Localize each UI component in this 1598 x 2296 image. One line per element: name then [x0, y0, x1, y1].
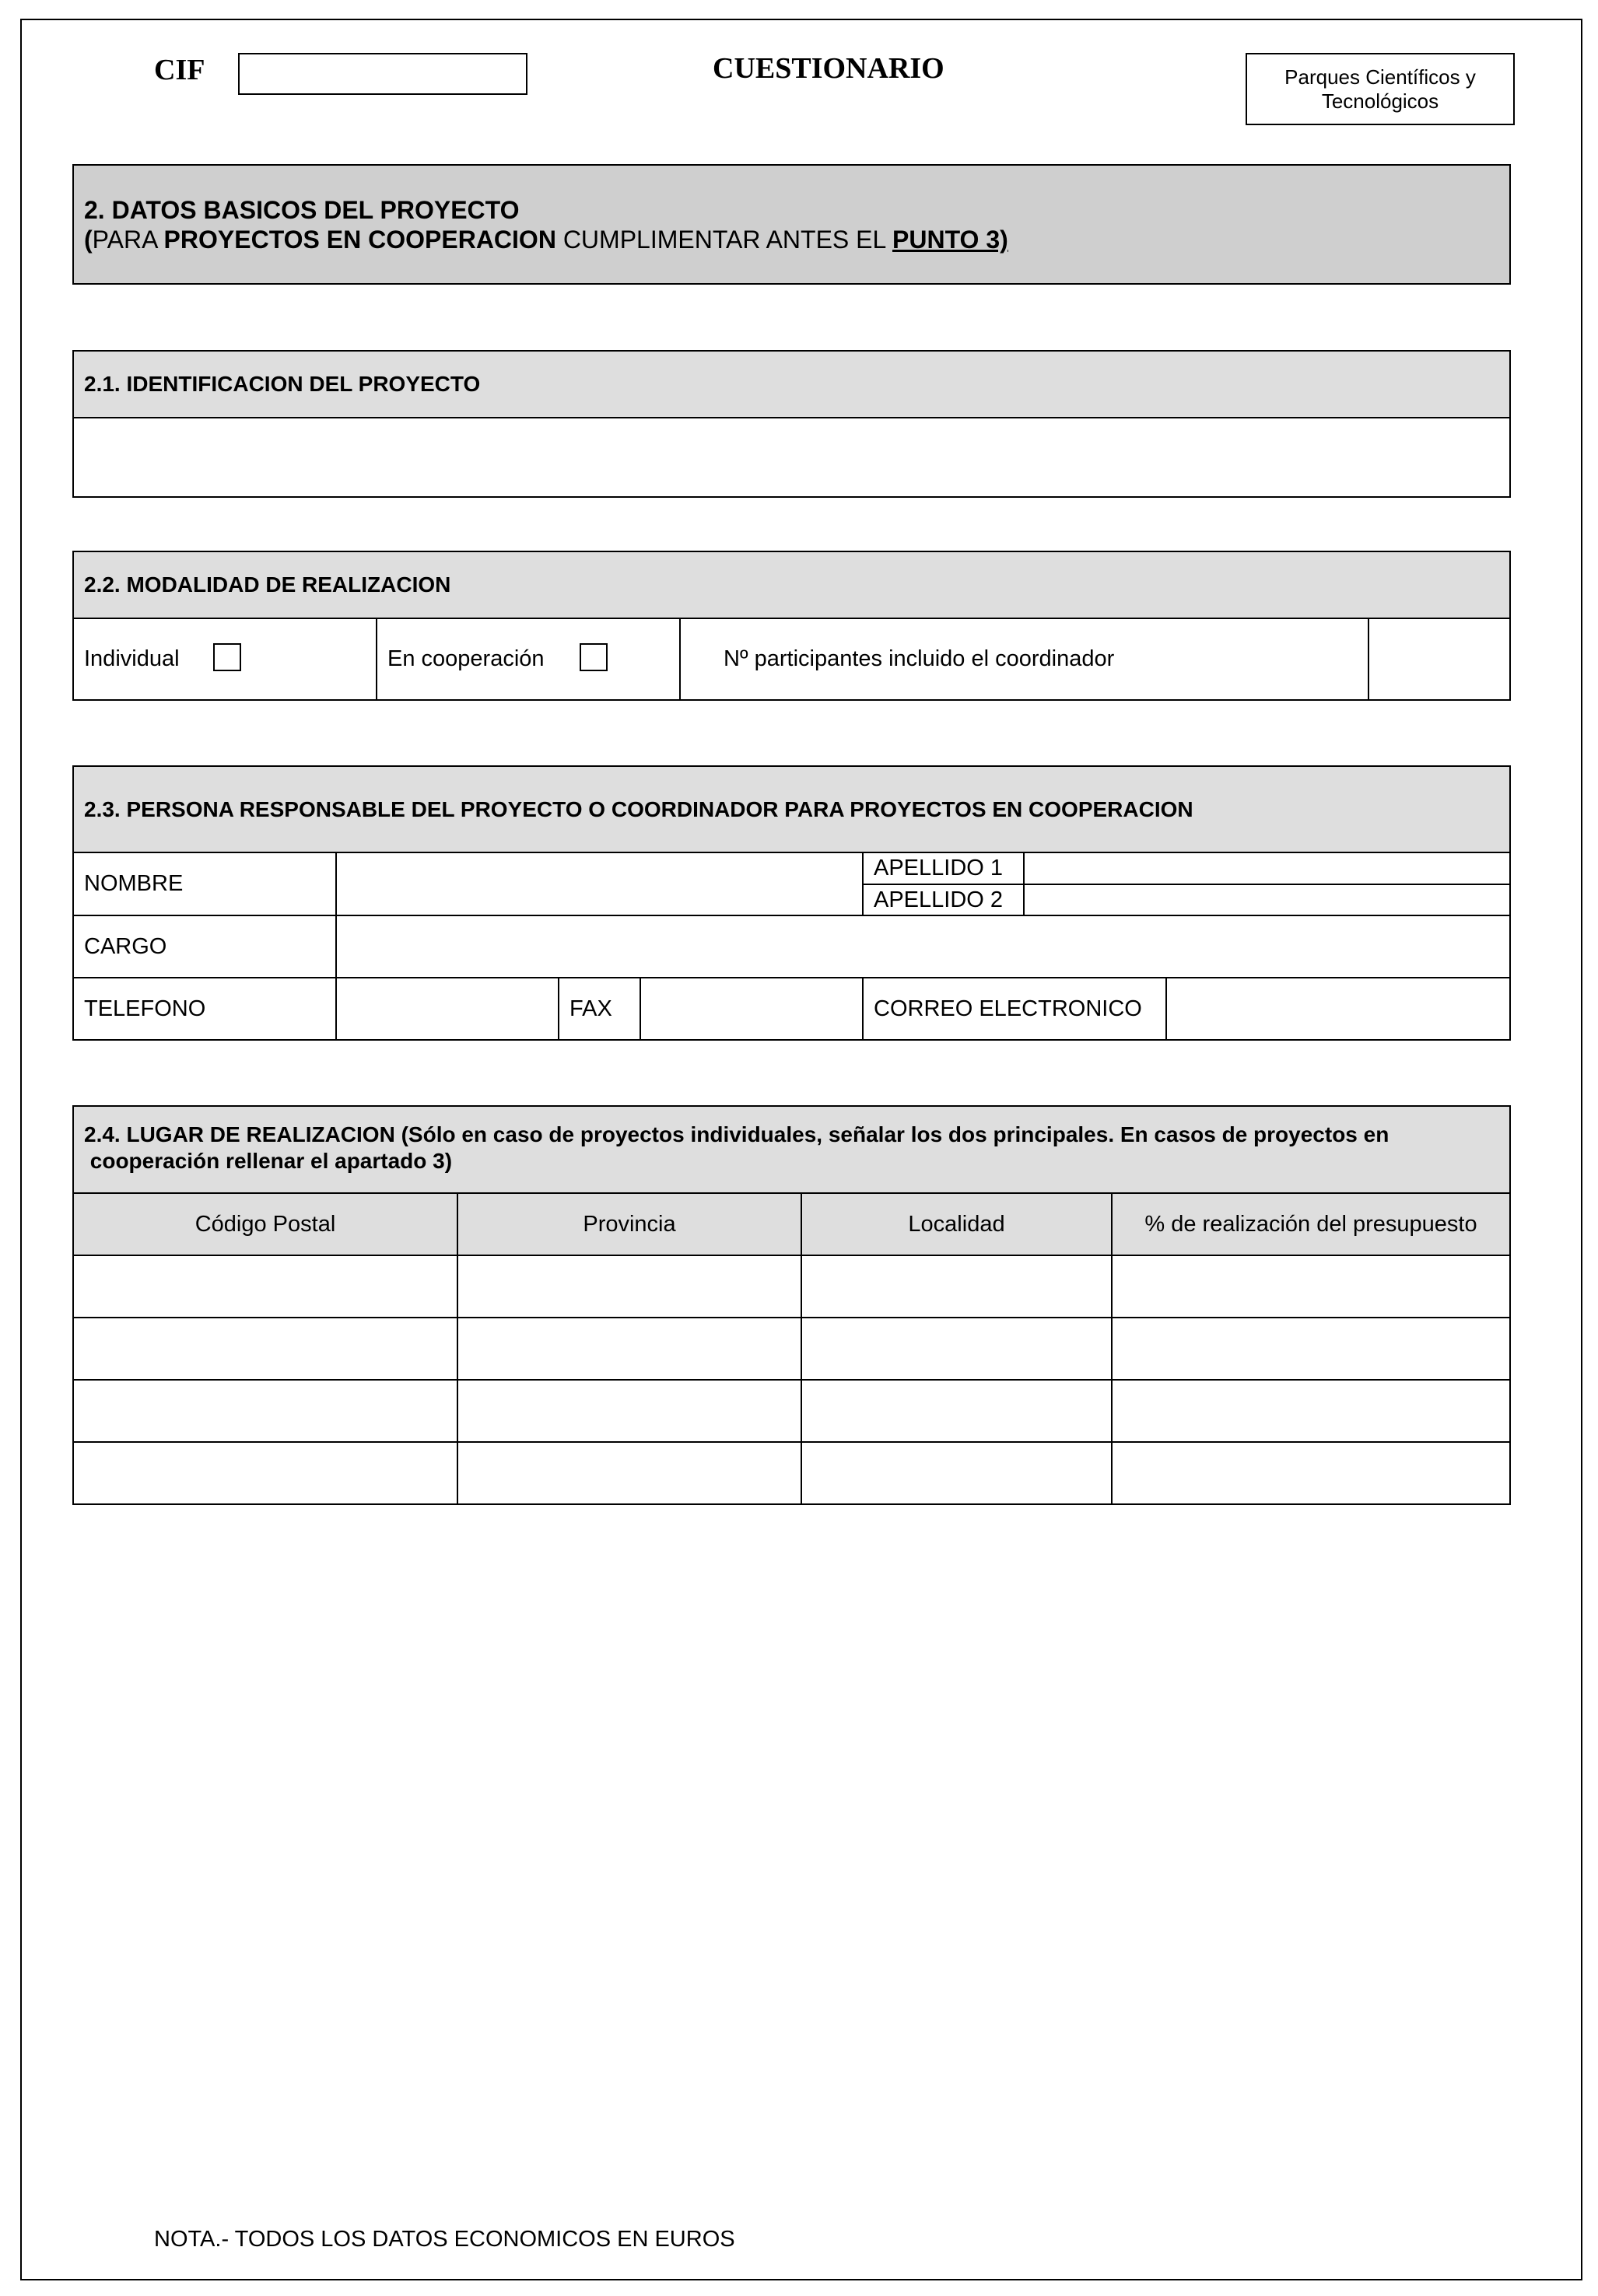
participants-count-input[interactable]: [1368, 618, 1511, 701]
nombre-input[interactable]: [335, 852, 864, 916]
section-2-middle-text: CUMPLIMENTAR ANTES EL: [555, 226, 892, 254]
table-cell-porcentaje[interactable]: [1111, 1379, 1511, 1443]
section-2-cooperation-note: PROYECTOS EN COOPERACION: [163, 226, 556, 254]
table-cell-codigo-postal[interactable]: [72, 1255, 458, 1318]
individual-checkbox[interactable]: [213, 643, 241, 671]
section-2-punto-link: PUNTO 3): [892, 226, 1008, 254]
correo-label: CORREO ELECTRONICO: [862, 977, 1167, 1041]
table-cell-localidad[interactable]: [801, 1317, 1113, 1381]
apellido-2-label: APELLIDO 2: [862, 884, 1025, 916]
table-cell-porcentaje[interactable]: [1111, 1317, 1511, 1381]
section-2-para: PARA: [92, 226, 164, 254]
document-title: CUESTIONARIO: [713, 52, 944, 85]
apellido-1-label: APELLIDO 1: [862, 852, 1025, 885]
table-cell-codigo-postal[interactable]: [72, 1379, 458, 1443]
section-2-3-header: 2.3. PERSONA RESPONSABLE DEL PROYECTO O COORDINADOR PARA PROYECTOS EN COOPERACION: [72, 765, 1511, 853]
telefono-label: TELEFONO: [72, 977, 337, 1041]
table-cell-provincia[interactable]: [457, 1441, 802, 1505]
apellido-2-input[interactable]: [1023, 884, 1511, 916]
section-2-header: [72, 164, 1511, 285]
badge-line-1: Parques Científicos y: [1284, 65, 1476, 89]
fax-label: FAX: [558, 977, 641, 1041]
nombre-label: NOMBRE: [72, 852, 337, 916]
cooperation-checkbox[interactable]: [580, 643, 608, 671]
correo-input[interactable]: [1165, 977, 1511, 1041]
section-2-1-header: 2.1. IDENTIFICACION DEL PROYECTO: [72, 350, 1511, 418]
table-cell-codigo-postal[interactable]: [72, 1317, 458, 1381]
table-cell-porcentaje[interactable]: [1111, 1255, 1511, 1318]
table-cell-localidad[interactable]: [801, 1379, 1113, 1443]
section-2-open-paren: (: [84, 226, 93, 254]
table-cell-provincia[interactable]: [457, 1255, 802, 1318]
participants-label: Nº participantes incluido el coordinador: [724, 646, 1115, 671]
column-header-provincia: Provincia: [457, 1192, 802, 1256]
column-header-localidad: Localidad: [801, 1192, 1113, 1256]
section-2-4-title-line-1: 2.4. LUGAR DE REALIZACION (Sólo en caso de proyectos individuales, señalar los dos principales. En casos de proyectos en: [84, 1122, 1389, 1146]
section-2-title: 2. DATOS BASICOS DEL PROYECTO: [84, 196, 520, 224]
fax-input[interactable]: [640, 977, 864, 1041]
cargo-label: CARGO: [72, 915, 337, 978]
program-badge: [1246, 53, 1515, 125]
project-identification-input[interactable]: [72, 417, 1511, 498]
table-cell-localidad[interactable]: [801, 1441, 1113, 1505]
cooperation-label: En cooperación: [387, 646, 545, 671]
cooperation-cell: [376, 618, 681, 701]
table-cell-porcentaje[interactable]: [1111, 1441, 1511, 1505]
column-header-porcentaje: % de realización del presupuesto: [1111, 1192, 1511, 1256]
cargo-input[interactable]: [335, 915, 1511, 978]
footer-note: NOTA.- TODOS LOS DATOS ECONOMICOS EN EUROS: [154, 2227, 735, 2252]
apellido-1-input[interactable]: [1023, 852, 1511, 885]
badge-line-2: Tecnológicos: [1321, 89, 1439, 113]
table-cell-localidad[interactable]: [801, 1255, 1113, 1318]
telefono-input[interactable]: [335, 977, 559, 1041]
participants-label-cell: [679, 618, 1369, 701]
section-2-2-header: 2.2. MODALIDAD DE REALIZACION: [72, 551, 1511, 619]
column-header-codigo-postal: Código Postal: [72, 1192, 458, 1256]
section-2-4-header: [72, 1105, 1511, 1194]
individual-label: Individual: [84, 646, 180, 671]
cif-input[interactable]: [238, 53, 527, 95]
table-cell-provincia[interactable]: [457, 1317, 802, 1381]
table-cell-codigo-postal[interactable]: [72, 1441, 458, 1505]
cif-label: CIF: [154, 54, 205, 86]
section-2-4-title-line-2: cooperación rellenar el apartado 3): [84, 1149, 453, 1173]
table-cell-provincia[interactable]: [457, 1379, 802, 1443]
